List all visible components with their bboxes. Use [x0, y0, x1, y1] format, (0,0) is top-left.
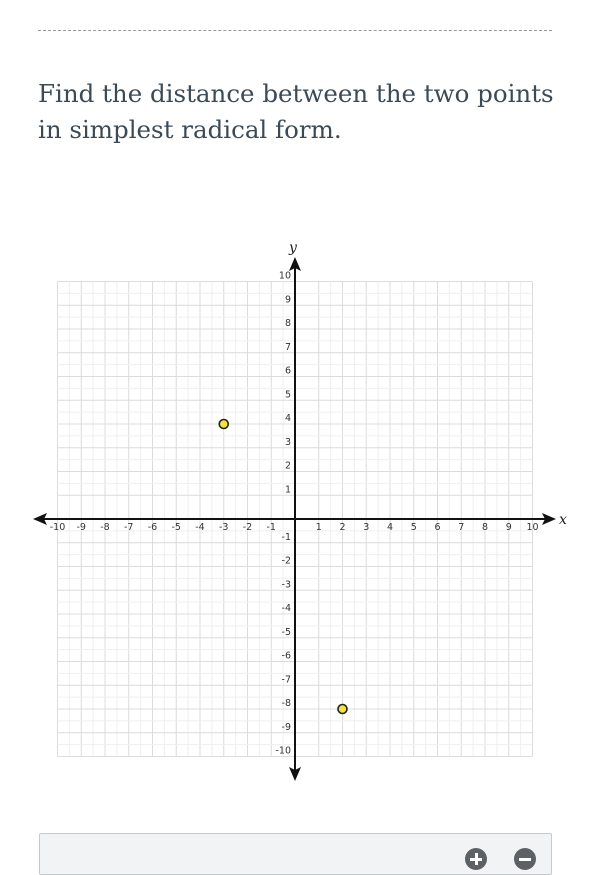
- y-tick-label: 2: [284, 460, 291, 472]
- y-tick-label: 1: [284, 484, 291, 496]
- y-tick-label: 5: [284, 389, 291, 401]
- plus-circle-icon[interactable]: [465, 848, 487, 870]
- y-tick-label: -2: [281, 555, 291, 567]
- x-tick-label: 3: [363, 522, 370, 533]
- x-tick-label: 1: [315, 522, 322, 533]
- x-tick-label: -8: [100, 522, 110, 533]
- x-axis-label: x: [559, 512, 567, 528]
- y-tick-label: 8: [284, 318, 291, 329]
- y-tick-label: 6: [284, 365, 291, 377]
- y-tick-label: -9: [281, 721, 291, 733]
- x-tick-label: -1: [266, 522, 276, 533]
- y-tick-label: 10: [278, 270, 291, 282]
- y-tick-label: -6: [281, 650, 291, 662]
- y-tick-label: -1: [281, 531, 291, 543]
- x-tick-label: 2: [339, 522, 346, 533]
- x-tick-label: 8: [481, 522, 489, 533]
- answer-graph-panel[interactable]: [39, 833, 552, 875]
- y-tick-label: 9: [284, 294, 291, 306]
- minus-circle-icon[interactable]: [514, 848, 536, 870]
- x-tick-label: -9: [76, 522, 86, 533]
- data-point: [219, 420, 228, 429]
- x-tick-label: 4: [386, 522, 394, 533]
- x-tick-label: -5: [171, 522, 181, 533]
- x-tick-label: -4: [195, 522, 205, 533]
- x-tick-label: -10: [49, 522, 66, 533]
- x-tick-label: 6: [434, 522, 441, 533]
- x-tick-label: -3: [219, 522, 229, 533]
- y-tick-label: -8: [281, 698, 291, 709]
- x-tick-label: 10: [526, 522, 539, 533]
- y-tick-label: -5: [281, 626, 291, 638]
- x-tick-label: -7: [124, 522, 134, 533]
- y-tick-label: 3: [284, 436, 291, 448]
- x-tick-label: -2: [242, 522, 253, 533]
- axes: [33, 257, 556, 781]
- x-tick-label: 5: [410, 522, 417, 533]
- y-tick-label: 4: [284, 413, 291, 424]
- y-axis-label: y: [289, 240, 297, 256]
- y-tick-label: -3: [281, 579, 291, 591]
- data-point: [338, 705, 347, 714]
- y-tick-label: -7: [281, 674, 291, 686]
- y-tick-label: -4: [281, 603, 291, 614]
- y-tick-label: 7: [284, 341, 291, 353]
- question-text: Find the distance between the two points in simplest radical form.: [38, 79, 554, 144]
- y-tick-label: -10: [275, 745, 291, 757]
- x-tick-label: -6: [147, 522, 158, 533]
- x-tick-label: 9: [505, 522, 512, 533]
- x-tick-label: 7: [458, 522, 465, 533]
